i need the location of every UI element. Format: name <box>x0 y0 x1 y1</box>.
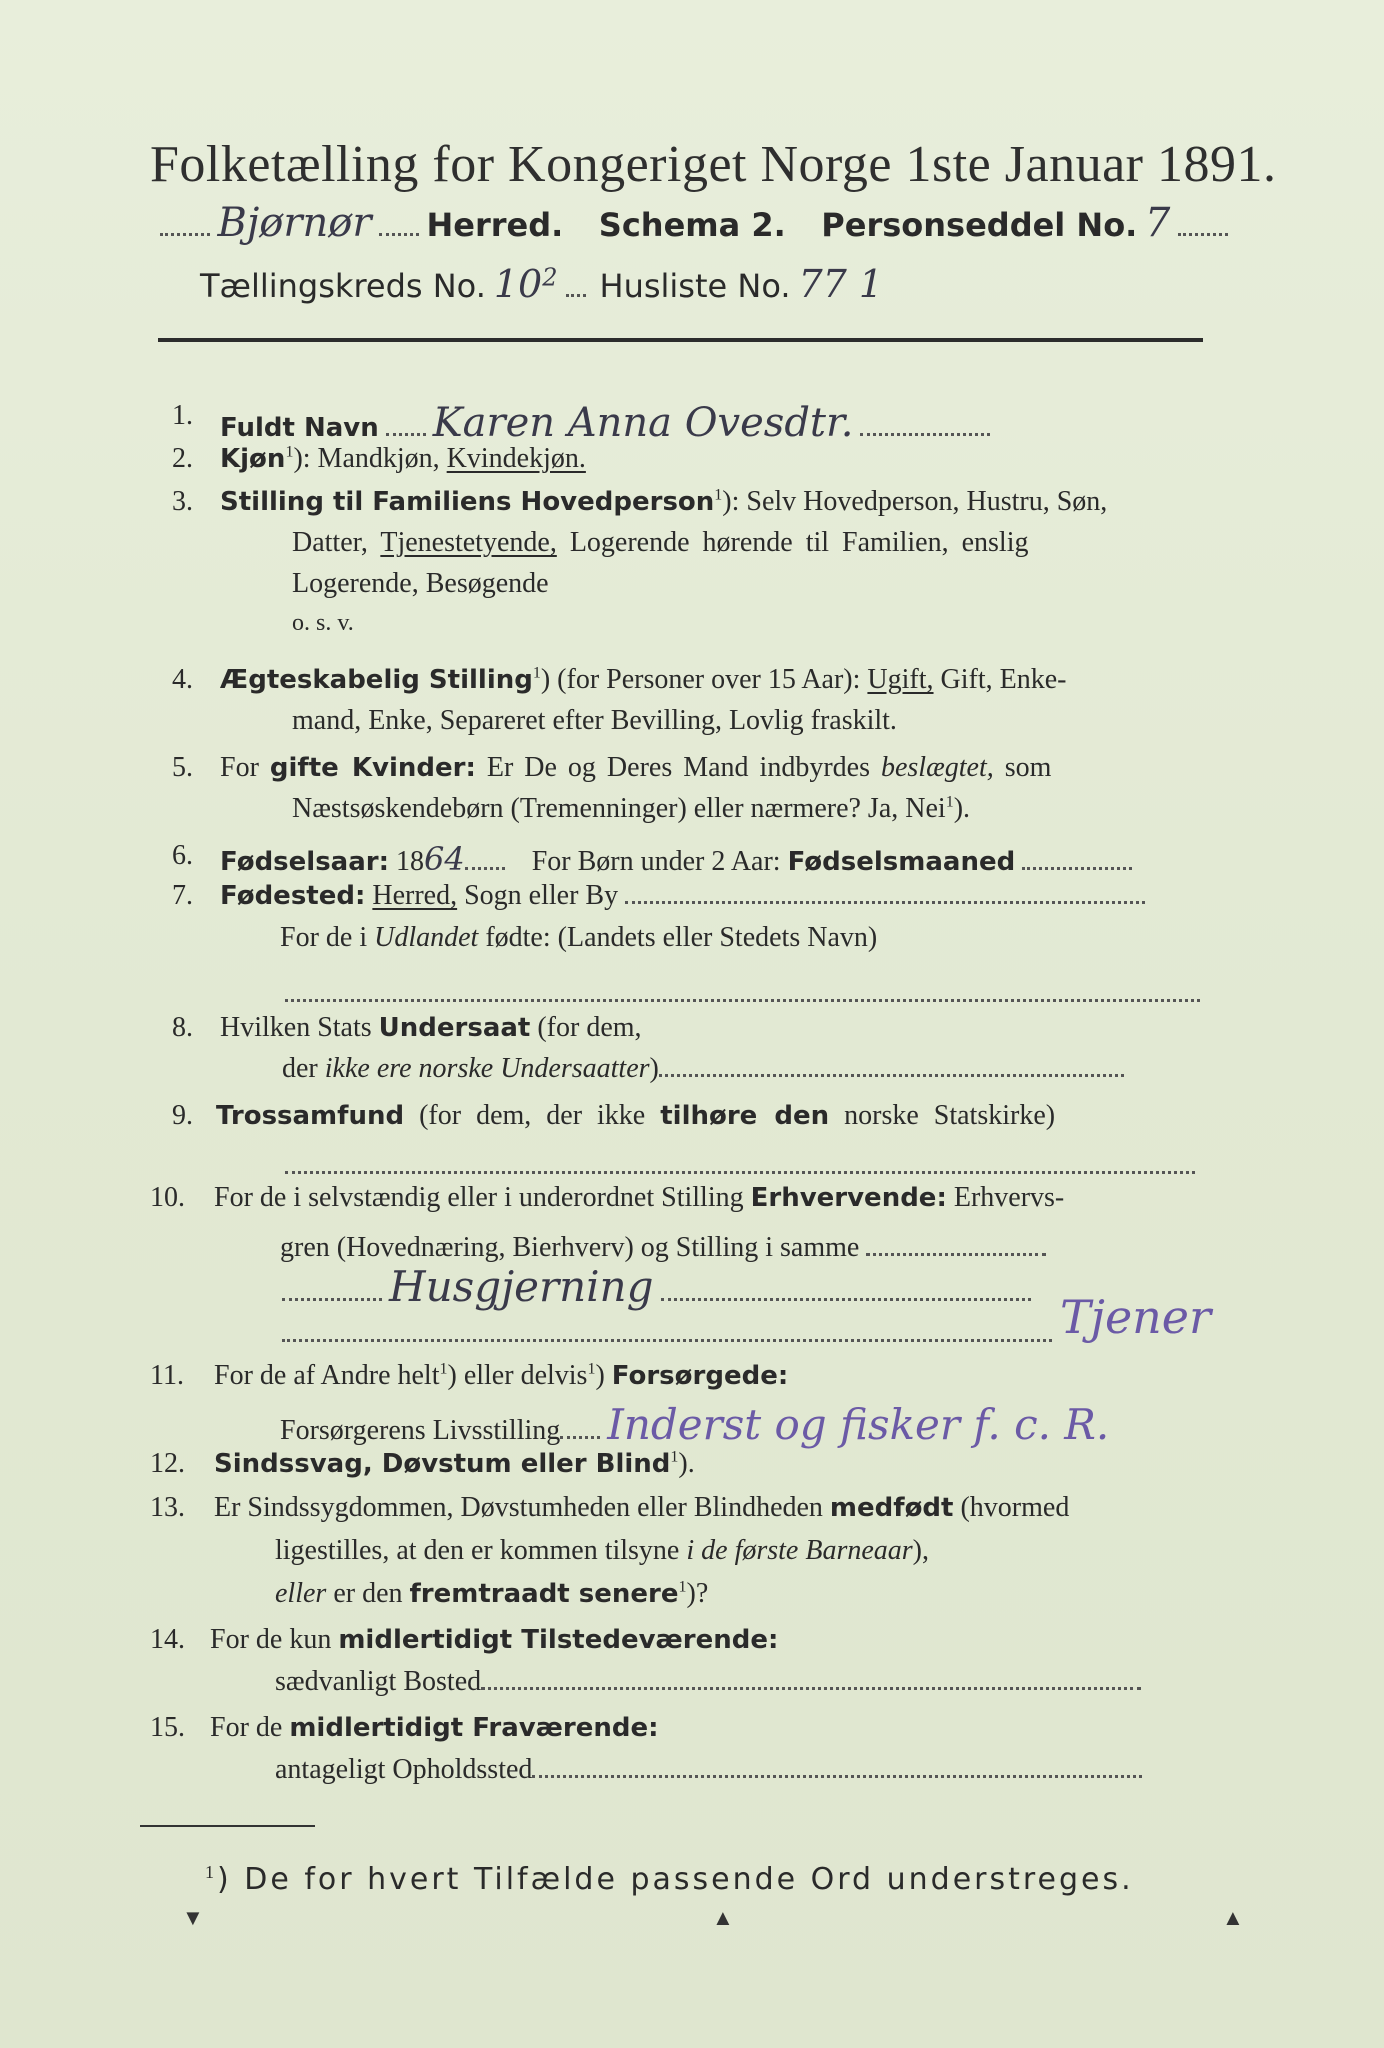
q7-row1 <box>220 880 1145 912</box>
q5-line1: Er De og Deres Mand indbyrdes <box>486 752 870 783</box>
q10-value2: Tjener <box>1060 1290 1212 1344</box>
q5-line2: Næstsøskendebørn (Tremenninger) eller nærmere? Ja, Nei <box>292 793 946 824</box>
q3-row2 <box>292 527 1028 559</box>
q5-row2: Næstsøskendebørn (Tremenninger) eller nærmere? Ja, Nei$^1$). <box>292 793 971 824</box>
q15-line2: antageligt Opholdssted <box>275 1754 533 1785</box>
q7-row2 <box>280 922 877 954</box>
q5-line1b: som <box>1004 752 1052 783</box>
q3-footnote-ref: 1 <box>714 486 723 504</box>
q8-row1 <box>220 1012 642 1044</box>
q14-line2: sædvanligt Bosted <box>275 1666 482 1697</box>
q8-line1a: Hvilken Stats <box>220 1012 372 1043</box>
corner-mark-right-icon: ▲ <box>1222 1905 1244 1930</box>
q14-number: 14. <box>150 1624 185 1655</box>
q8-line2a: der <box>282 1053 318 1084</box>
q1-label: Fuldt Navn <box>220 413 379 443</box>
q2-selected: Kvindekjøn. <box>446 443 586 474</box>
q3-line4: o. s. v. <box>292 610 354 636</box>
q13-italic2: eller <box>275 1578 327 1609</box>
husliste-label: Husliste No. <box>599 267 791 305</box>
q12-number: 12. <box>150 1448 185 1479</box>
form-title: Folketælling for Kongeriget Norge 1ste Januar 1891. <box>150 136 1277 193</box>
footnote-sup: 1 <box>205 1862 217 1882</box>
q5-row1 <box>220 752 1051 784</box>
q4-line2: mand, Enke, Separeret efter Bevilling, Lovlig fraskilt. <box>292 705 897 736</box>
q13-italic: i de første Barneaar <box>686 1535 913 1566</box>
q11-line1b: ) eller delvis <box>447 1360 588 1391</box>
kreds-sup: 2 <box>542 263 558 292</box>
q13-line3a: er den <box>333 1578 403 1609</box>
q13-bold2: fremtraadt senere <box>409 1579 679 1609</box>
q8-line1b: (for dem, <box>537 1012 642 1043</box>
q11-row2 <box>280 1400 1109 1449</box>
q15-bold: midlertidigt Fraværende: <box>289 1713 659 1743</box>
q5-footnote-ref: 1 <box>945 793 954 811</box>
footnote <box>205 1862 1134 1897</box>
q15-row2 <box>275 1754 1142 1786</box>
q10-row4 <box>282 1318 1052 1350</box>
q11-row1: For de af Andre helt$^1$) eller delvis$^1$) Forsørgede: <box>214 1360 789 1391</box>
q7-blank-line <box>285 978 1200 1010</box>
q11-line2: Forsørgerens Livsstilling <box>280 1415 561 1446</box>
q13-line1b: (hvormed <box>960 1492 1070 1523</box>
q13-row1 <box>214 1492 1069 1524</box>
q3-row1 <box>220 486 1107 518</box>
q10-value: Husgjerning <box>389 1262 654 1311</box>
q7-line2b: fødte: (Landets eller Stedets Navn) <box>485 922 878 953</box>
q4-label: Ægteskabelig Stilling <box>220 665 533 695</box>
q6-prefix: 18 <box>396 846 424 877</box>
q5-bold: gifte Kvinder: <box>269 753 476 783</box>
q13-line1a: Er Sindssygdommen, Døvstumheden eller Blindheden <box>214 1492 823 1523</box>
q3-line2a: Datter, <box>292 527 368 558</box>
q10-line1b: Erhvervs- <box>953 1182 1065 1213</box>
q7-line2a: For de i <box>280 922 368 953</box>
q11-value: Inderst og fisker f. c. R. <box>607 1400 1110 1449</box>
q3-selected: Tjenestetyende, <box>380 527 557 558</box>
q15-number: 15. <box>150 1712 185 1743</box>
q15-line1a: For de <box>210 1712 283 1743</box>
q10-row2 <box>280 1232 1046 1264</box>
schema-label: Schema 2. <box>598 206 786 244</box>
herred-line <box>160 200 1228 246</box>
q9-row <box>216 1100 1055 1132</box>
q6-number: 6. <box>172 840 193 871</box>
corner-mark-center-icon: ▲ <box>712 1905 734 1930</box>
q6-row <box>220 840 1132 878</box>
q12-bold: Sindssvag, Døvstum eller Blind <box>214 1449 671 1479</box>
q6-value: 64 <box>424 840 465 878</box>
q4-line1a: ) (for Personer over 15 Aar): <box>540 664 861 695</box>
q11-line1a: For de af Andre helt <box>214 1360 440 1391</box>
q4-selected: Ugift, <box>867 664 934 695</box>
q9-line1: (for dem, der ikke <box>419 1100 646 1131</box>
q8-bold: Undersaat <box>378 1013 531 1043</box>
q6-bold: Fødselsmaaned <box>787 847 1016 877</box>
q1-row <box>220 400 990 446</box>
kreds-label: Tællingskreds No. <box>200 267 486 305</box>
q7-number: 7. <box>172 880 193 911</box>
q14-row1 <box>210 1624 778 1656</box>
q10-bold: Erhvervende: <box>750 1183 947 1213</box>
q5-number: 5. <box>172 752 193 783</box>
q5-italic: beslægtet, <box>880 752 994 783</box>
q8-row2: der ikke ere norske Undersaatter) <box>282 1053 1124 1085</box>
q10-line2: gren (Hovednæring, Bierhverv) og Stilling i samme <box>280 1232 860 1263</box>
q14-bold: midlertidigt Tilstedeværende: <box>338 1625 779 1655</box>
q13-number: 13. <box>150 1492 185 1523</box>
q13-row3: eller er den fremtraadt senere$^1$)? <box>275 1578 709 1609</box>
q2-footnote-ref: 1 <box>285 443 294 461</box>
q11-bold: Forsørgede: <box>611 1361 789 1391</box>
corner-mark-left-icon: ▼ <box>182 1905 204 1930</box>
q10-line1a: For de i selvstændig eller i underordnet Stilling <box>214 1182 744 1213</box>
q10-row1 <box>214 1182 1064 1214</box>
q3-line2b: Logerende hørende til Familien, enslig <box>569 527 1029 558</box>
q12-row: Sindssvag, Døvstum eller Blind$^1$). <box>214 1448 695 1479</box>
q10-number: 10. <box>150 1182 185 1213</box>
q9-number: 9. <box>172 1100 193 1131</box>
header-rule <box>158 338 1203 342</box>
q9-bold: Trossamfund <box>216 1101 405 1131</box>
q4-footnote-ref: 1 <box>532 664 541 682</box>
q1-value: Karen Anna Ovesdtr. <box>432 400 854 446</box>
q14-line1a: For de kun <box>210 1624 332 1655</box>
q7-italic: Udlandet <box>374 922 479 953</box>
q13-row2: ligestilles, at den er kommen tilsyne i de første Barneaar), <box>275 1535 929 1566</box>
q3-number: 3. <box>172 486 193 517</box>
q7-text: Sogn eller By <box>464 880 619 911</box>
q4-row1 <box>220 664 1067 696</box>
q2-number: 2. <box>172 443 193 474</box>
q9-blank-line <box>285 1150 1195 1182</box>
q9-line1b: norske Statskirke) <box>844 1100 1056 1131</box>
q13-bold: medfødt <box>829 1493 954 1523</box>
personseddel-label: Personseddel No. <box>821 206 1138 244</box>
footnote-text: ) De for hvert Tilfælde passende Ord understreges. <box>217 1862 1134 1897</box>
herred-value: Bjørnør <box>217 200 372 246</box>
kreds-line <box>200 262 883 306</box>
personseddel-value: 7 <box>1144 200 1171 246</box>
q2-label: Kjøn <box>220 444 286 474</box>
q7-selected: Herred, <box>372 880 458 911</box>
q6-label: Fødselsaar: <box>220 847 389 877</box>
q5-label: For <box>220 752 259 783</box>
q2-text: ): Mandkjøn, <box>293 443 440 474</box>
q6-text: For Børn under 2 Aar: <box>531 846 781 877</box>
q4-number: 4. <box>172 664 193 695</box>
q8-number: 8. <box>172 1012 193 1043</box>
herred-label: Herred. <box>426 206 564 244</box>
q4-line1b: Gift, Enke- <box>940 664 1067 695</box>
q7-label: Fødested: <box>220 881 366 911</box>
q8-italic: ikke ere norske Undersaatter <box>324 1053 650 1084</box>
q3-line3: Logerende, Besøgende <box>292 568 549 599</box>
q11-number: 11. <box>150 1360 184 1391</box>
husliste-value: 77 1 <box>798 262 884 306</box>
q10-row3 <box>282 1262 1031 1311</box>
q2-row <box>220 443 586 475</box>
q3-label: Stilling til Familiens Hovedperson <box>220 487 715 517</box>
kreds-value: 10 <box>493 262 543 306</box>
q3-line1: ): Selv Hovedperson, Hustru, Søn, <box>722 486 1108 517</box>
footnote-rule <box>140 1825 315 1827</box>
q13-line2a: ligestilles, at den er kommen tilsyne <box>275 1535 680 1566</box>
q14-row2 <box>275 1666 1141 1698</box>
q1-number: 1. <box>172 400 193 431</box>
q9-bold2: tilhøre den <box>660 1101 830 1131</box>
q15-row1 <box>210 1712 659 1744</box>
